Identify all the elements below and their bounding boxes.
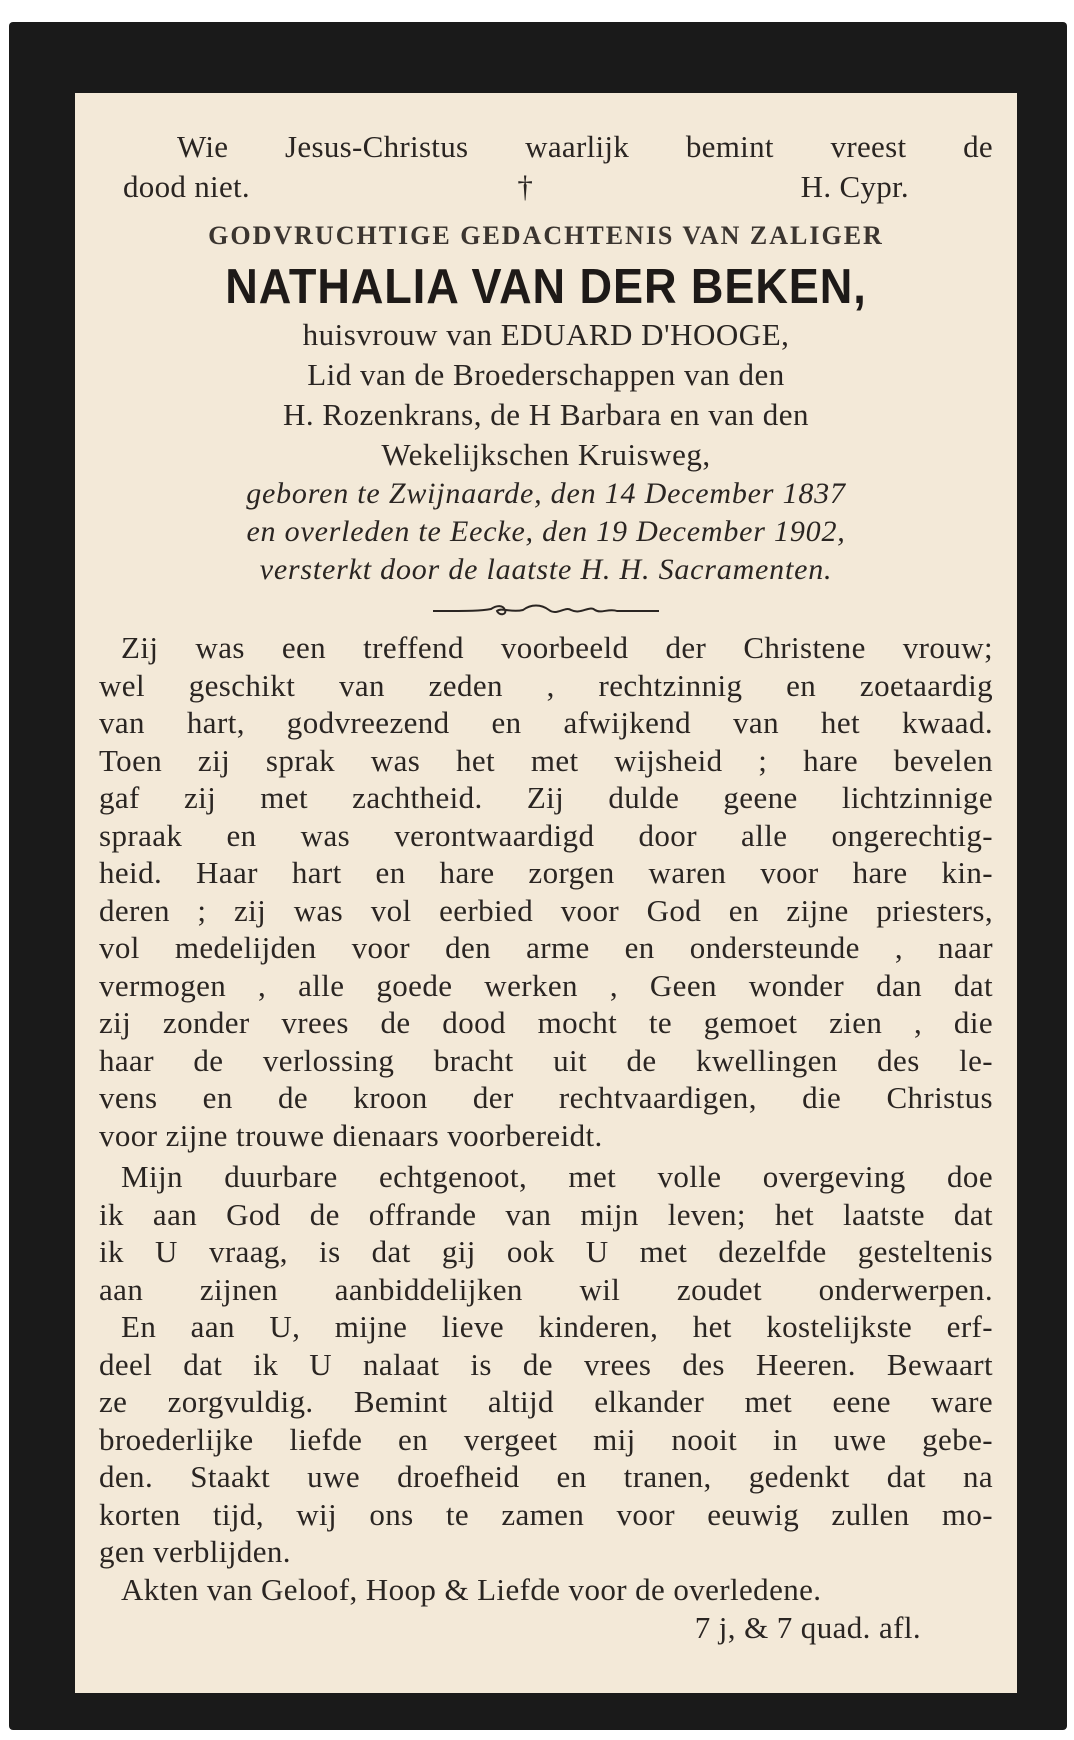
body-line: deren ; zij was vol eerbied voor God en zijne priesters, <box>99 892 993 928</box>
body-line: deel dat ik U nalaat is de vrees des Heeren. Bewaart <box>99 1346 993 1382</box>
body-line: vol medelijden voor den arme en ondersteunde , naar <box>99 930 993 965</box>
body-line: En aan U, mijne lieve kinderen, het kostelijkste erf- <box>121 1309 993 1344</box>
body-line: spraak en was verontwaardigd door alle ongerechtig- <box>99 817 993 853</box>
body-line: zij zonder vrees de dood mocht te gemoet zien , die <box>99 1005 993 1040</box>
body-line: gen verblijden. <box>99 1534 291 1569</box>
body-paragraph-1 <box>99 629 993 1154</box>
body-line: Mijn duurbare echtgenoot, met volle overgeving doe <box>121 1159 993 1194</box>
body-line: gaf zij met zachtheid. Zij dulde geene lichtzinnige <box>99 780 993 815</box>
brotherhood-line-1: Lid van de Broederschappen van den <box>307 357 785 392</box>
body-line: vens en de kroon der rechtvaardigen, die Christus <box>99 1080 993 1115</box>
card-paper-panel <box>75 93 1017 1693</box>
body-line: van hart, godvreezend en afwijkend van het kwaad. <box>99 705 993 740</box>
motto-line-1: Wie Jesus-Christus waarlijk bemint vreest de <box>177 129 993 164</box>
body-line: korten tijd, wij ons te zamen voor eeuwig zullen mo- <box>99 1496 993 1532</box>
body-line: aan zijnen aanbiddelijken wil zoudet onderwerpen. <box>99 1271 993 1307</box>
body-line: ik U vraag, is dat gij ook U met dezelfde gesteltenis <box>99 1234 993 1269</box>
body-line: broederlijke liefde en vergeet mij nooit in uwe gebe- <box>99 1421 993 1457</box>
body-line: den. Staakt uwe droefheid en tranen, gedenkt dat na <box>99 1459 993 1494</box>
body-line: vermogen , alle goede werken , Geen wonder dan dat <box>99 967 993 1003</box>
body-line: wel geschikt van zeden , rechtzinnig en zoetaardig <box>99 667 993 703</box>
motto-line-2-left: dood niet. <box>123 169 250 204</box>
indulgence-detail: 7 j, & 7 quad. afl. <box>694 1609 921 1645</box>
body-line: ze zorgvuldig. Bemint altijd elkander met eene ware <box>99 1384 993 1419</box>
motto <box>99 127 993 207</box>
deceased-name: NATHALIA VAN DER BEKEN, <box>225 260 867 314</box>
indulgence-line: Akten van Geloof, Hoop & Liefde voor de overledene. <box>121 1571 822 1607</box>
sacraments-line: versterkt door de laatste H. H. Sacramenten. <box>259 553 833 586</box>
body-line: voor zijne trouwe dienaars voorbereidt. <box>99 1117 603 1153</box>
cross-icon: † <box>517 169 534 204</box>
brotherhood-line-3: Wekelijkschen Kruisweg, <box>381 437 711 472</box>
memorial-card <box>9 22 1067 1730</box>
body-line: heid. Haar hart en hare zorgen waren voor hare kin- <box>99 855 993 890</box>
body-line: ik aan God de offrande van mijn leven; het laatste dat <box>99 1196 993 1232</box>
motto-line-2 <box>99 167 993 207</box>
body-line: haar de verlossing bracht uit de kwellingen des le- <box>99 1042 993 1078</box>
motto-attribution: H. Cypr. <box>800 169 909 204</box>
closing-block <box>99 1571 993 1647</box>
brotherhood-line-2: H. Rozenkrans, de H Barbara en van den <box>282 397 809 432</box>
birth-line: geboren te Zwijnaarde, den 14 December 1837 <box>246 477 846 510</box>
death-line: en overleden te Eecke, den 19 December 1902, <box>246 515 846 548</box>
body-paragraph-2 <box>99 1158 993 1571</box>
spouse-line: huisvrouw van EDUARD D'HOOGE, <box>302 317 790 352</box>
body-line: Zij was een treffend voorbeeld der Christene vrouw; <box>121 630 993 665</box>
flourish-divider-icon <box>431 599 661 621</box>
memorial-subtitle: GODVRUCHTIGE GEDACHTENIS VAN ZALIGER <box>208 221 884 250</box>
body-line: Toen zij sprak was het met wijsheid ; hare bevelen <box>99 742 993 778</box>
